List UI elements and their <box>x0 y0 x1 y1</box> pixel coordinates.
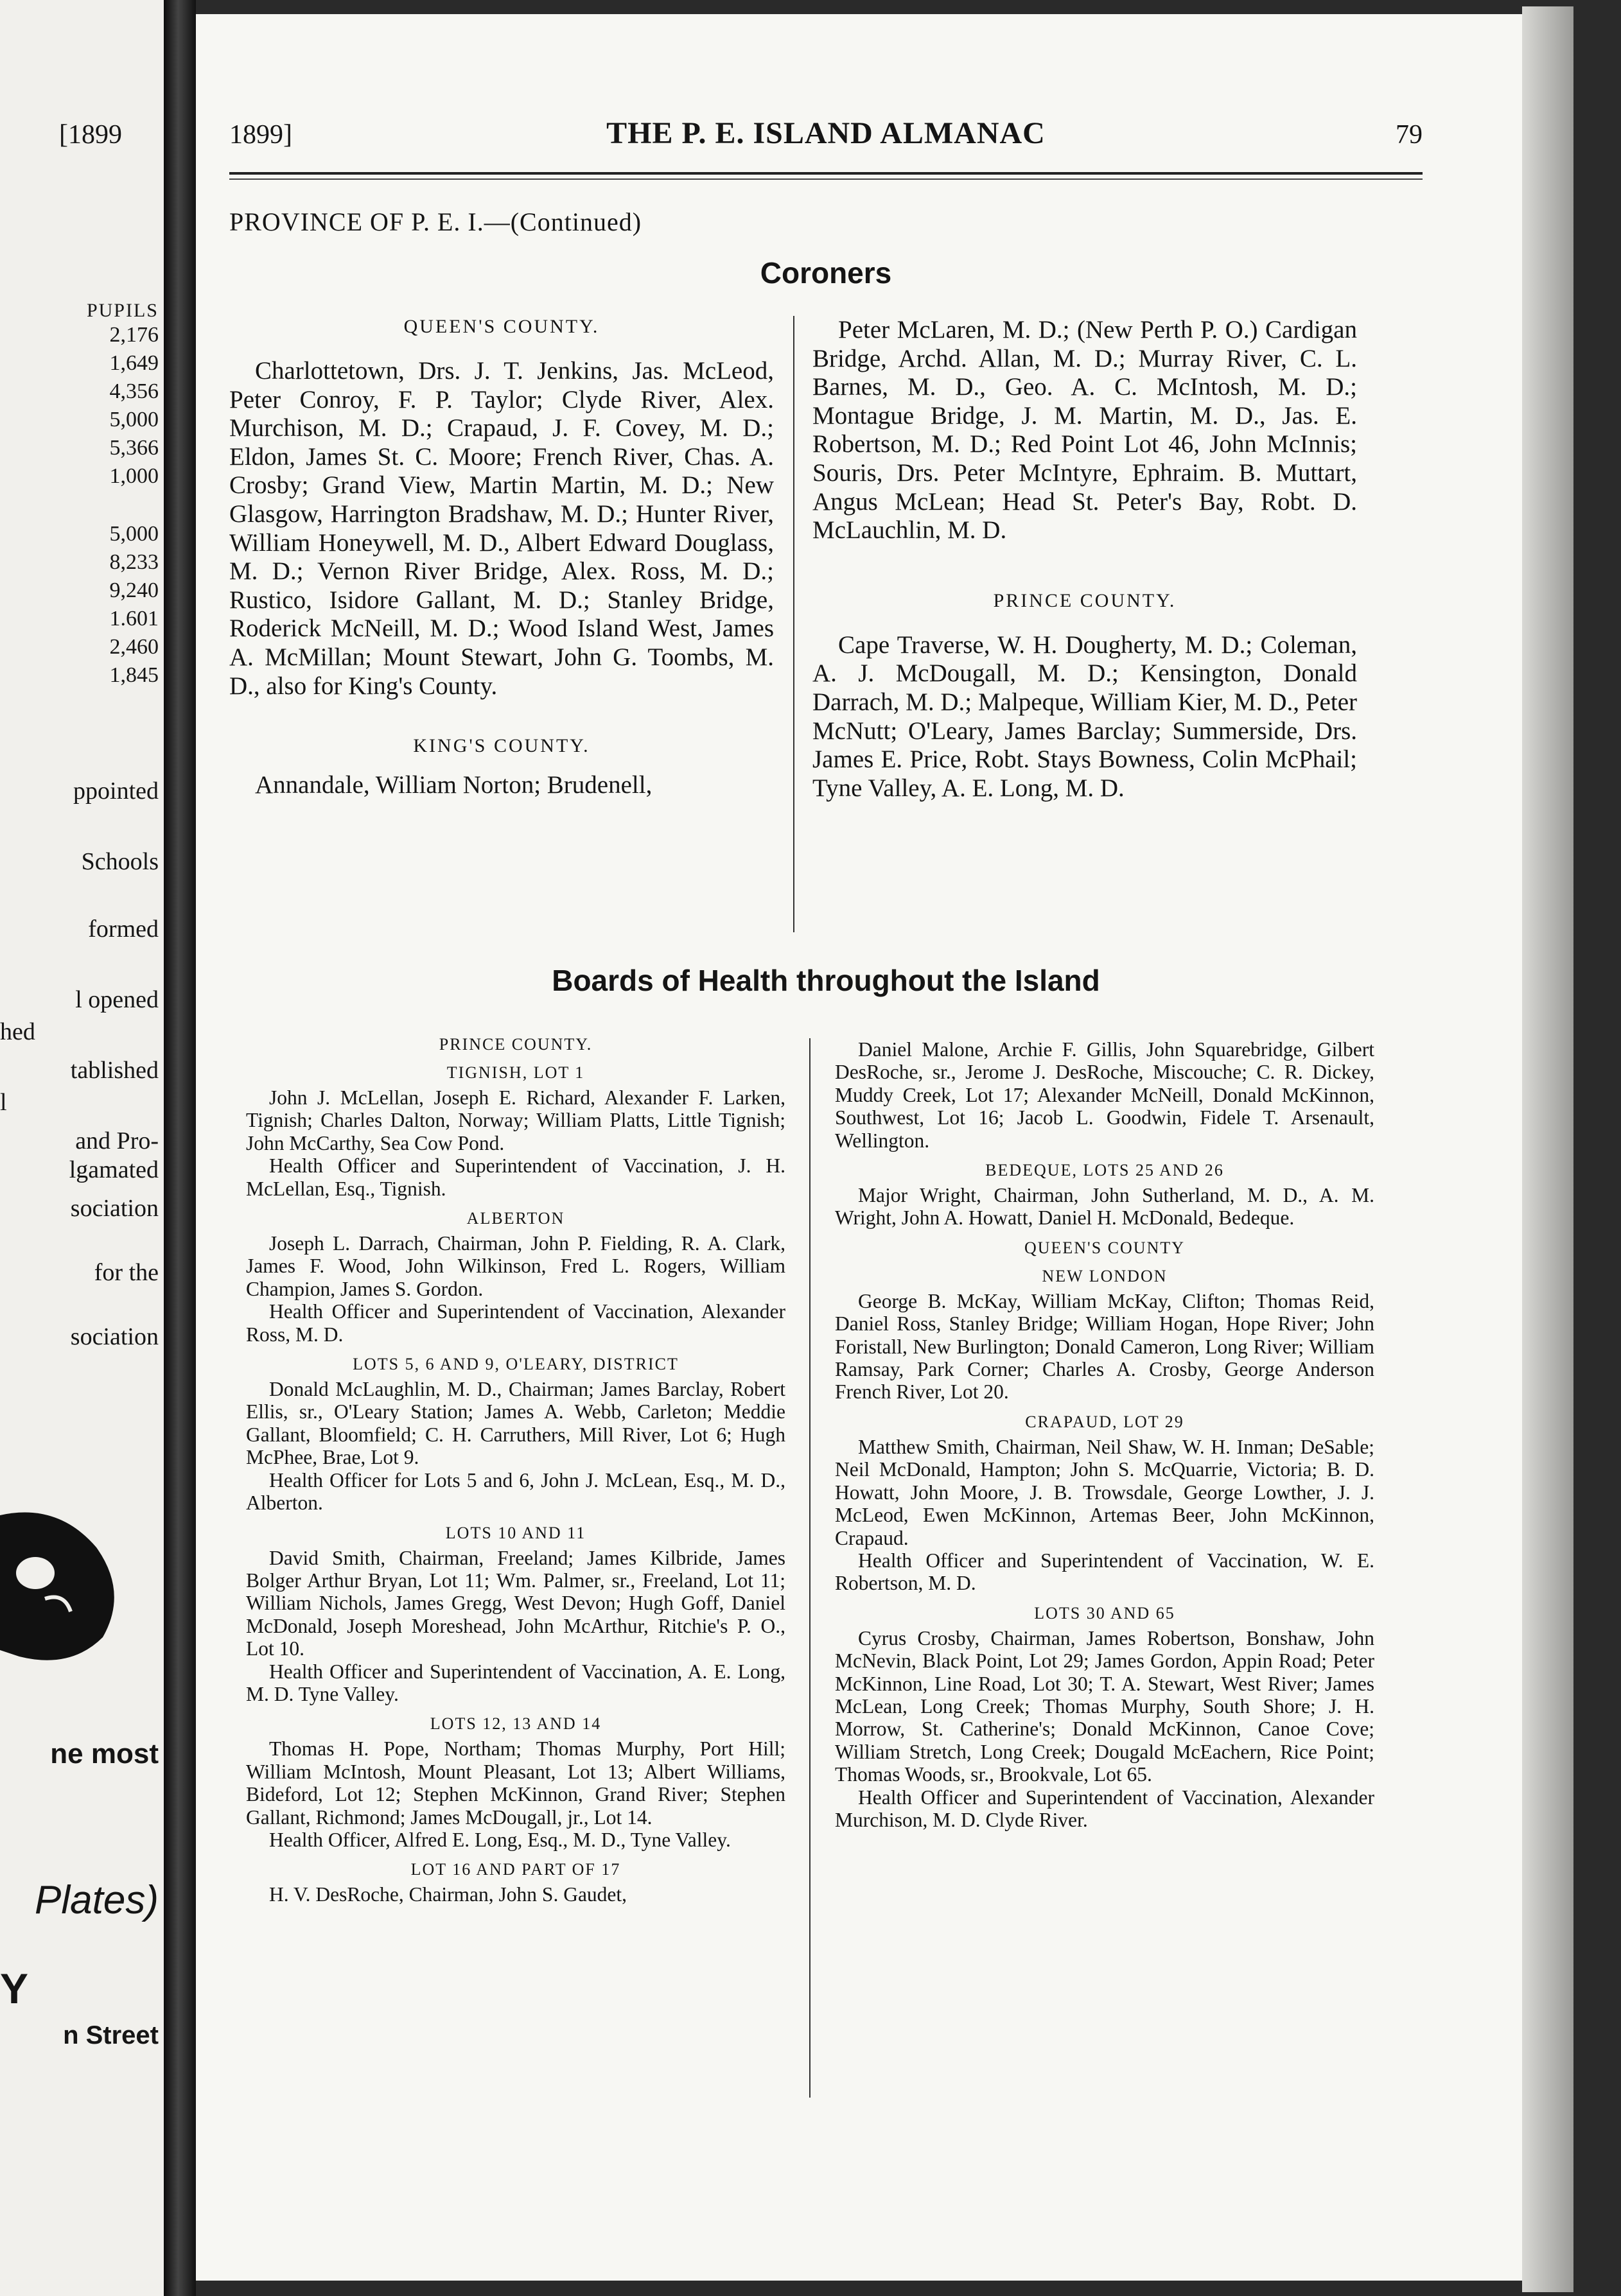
paragraph: Daniel Malone, Archie F. Gillis, John Squarebridge, Gilbert DesRoche, sr., Jerome J. DesRoche, Miscouche; C. R. Dickey, Muddy Creek, Lot 17; Alexander McNeill, Donald McKinnon, Southwest, Lot 16; Jacob L. Goodwin, Fidele T. Arsenault, Wellington. <box>835 1038 1374 1152</box>
ad-text: Y <box>0 1965 29 2012</box>
left-word: and Pro- <box>75 1127 159 1154</box>
left-word: l <box>0 1089 7 1116</box>
ad-text: ne most <box>50 1738 159 1770</box>
left-word: sociation <box>70 1323 159 1350</box>
page-title: THE P. E. ISLAND ALMANAC <box>606 116 1046 150</box>
paragraph: Annandale, William Norton; Brudenell, <box>255 771 653 799</box>
pupils-number: 4,356 <box>109 379 159 403</box>
pupils-numbers-bottom <box>110 520 159 690</box>
subheading: LOTS 30 AND 65 <box>1034 1603 1175 1622</box>
paragraph: Health Officer and Superintendent of Vaccination, Alexander Murchison, M. D. Clyde River. <box>835 1786 1374 1831</box>
paragraph: Charlottetown, Drs. J. T. Jenkins, Jas. McLeod, Peter Conroy, F. P. Taylor; Clyde River, Alex. Murchison, M. D.; Crapaud, J. F. Covey, M. D.; Eldon, James St. C. Moore; French River, Chas. A. Crosby; Grand View, Martin Martin, M. D.; New Glasgow, Harrington Bradshaw, M. D.; Hunter River, William Honeywell, M. D., Albert Edward Douglass, M. D.; Vernon River Bridge, Alex. Ross, M. D.; Rustico, Isidore Gallant, M. D.; Stanley Bridge, Roderick McNeill, M. D.; Wood Island West, James A. McMillan; Mount Stewart, John G. Toombs, M. D., also for King's County. <box>229 357 774 700</box>
paragraph: Health Officer, Alfred E. Long, Esq., M. D., Tyne Valley. <box>269 1828 731 1851</box>
subheading: PRINCE COUNTY. <box>439 1035 593 1054</box>
header-year: 1899] <box>229 120 292 150</box>
boards-right-column <box>835 1038 1374 1831</box>
left-word: formed <box>88 916 159 943</box>
paragraph: Health Officer and Superintendent of Vaccination, W. E. Robertson, M. D. <box>835 1549 1374 1595</box>
pupils-number: 9,240 <box>109 578 159 602</box>
subheading: NEW LONDON <box>1042 1266 1168 1285</box>
pupils-number: 1.601 <box>109 607 159 631</box>
subheading: BEDEQUE, LOTS 25 AND 26 <box>985 1161 1224 1180</box>
advertisement-illustration <box>0 1477 128 1669</box>
pupils-label: PUPILS <box>86 300 159 321</box>
pupils-number: 1,649 <box>109 351 159 375</box>
paragraph: Thomas H. Pope, Northam; Thomas Murphy, Port Hill; William McIntosh, Mount Pleasant, Lot 13; Albert Williams, Bideford, Lot 12; Stephen McKinnon, Grand River; Stephen Gallant, Richmond; James McDougall, jr., Lot 14. <box>246 1737 785 1829</box>
left-word: lgamated <box>69 1156 159 1183</box>
paragraph: Health Officer and Superintendent of Vaccination, A. E. Long, M. D. Tyne Valley. <box>246 1660 785 1705</box>
subheading: QUEEN'S COUNTY. <box>403 316 600 337</box>
pupils-numbers-top <box>110 321 159 491</box>
pupils-number: 1,845 <box>109 663 159 687</box>
subheading: KING'S COUNTY. <box>413 735 590 757</box>
paragraph: Peter McLaren, M. D.; (New Perth P. O.) Cardigan Bridge, Archd. Allan, M. D.; Murray River, C. L. Barnes, M. D., Geo. A. C. McIntosh, M. D.; Montague Bridge, J. M. Martin, M. D., Jas. E. Robertson, M. D.; Red Point Lot 46, John McInnis; Souris, Drs. Peter McIntyre, Ephraim. B. Muttart, Angus McLean; Head St. Peter's Bay, Robt. D. McLauchlin, M. D. <box>812 316 1357 544</box>
left-word: for the <box>94 1259 159 1286</box>
subheading: ALBERTON <box>466 1209 565 1228</box>
left-word: sociation <box>70 1195 159 1222</box>
boards-left-column <box>246 1035 785 1906</box>
subheading: PRINCE COUNTY. <box>993 589 1177 611</box>
pupils-number: 2,460 <box>109 635 159 659</box>
ad-text: Plates) <box>35 1878 159 1922</box>
subheading: CRAPAUD, LOT 29 <box>1025 1412 1184 1431</box>
column-divider <box>809 1038 810 2098</box>
pupils-number: 8,233 <box>109 550 159 574</box>
paragraph: Cyrus Crosby, Chairman, James Robertson, Bonshaw, John McNevin, Black Point, Lot 29; James Gordon, Appin Road; Peter McKinnon, Line Road, Lot 30; T. A. Stewart, West River; James McLean, Long Creek; Thomas Murphy, South Shore; J. H. Morrow, St. Catherine's; Donald McKinnon, Canoe Cove; William Stretch, Long Creek; Dougald McEachern, Rice Point; Thomas Woods, sr., Brookvale, Lot 65. <box>835 1626 1374 1786</box>
page-header <box>229 116 1423 154</box>
left-word: ppointed <box>73 778 159 804</box>
ad-text: n Street <box>63 2021 159 2049</box>
coroners-right-column <box>812 316 1357 803</box>
book-gutter <box>164 0 196 2296</box>
boards-title: Boards of Health throughout the Island <box>552 964 1100 997</box>
pupils-number: 1,000 <box>109 464 159 488</box>
paragraph: David Smith, Chairman, Freeland; James Kilbride, James Bolger Arthur Bryan, Lot 11; Wm. Palmer, sr., Freeland, Lot 11; William Nichols, James Gregg, West Devon; Hugh Goff, Daniel McDonald, Joseph Moreshead, John McArthur, Ritchie's P. O., Lot 10. <box>246 1546 785 1660</box>
paragraph: John J. McLellan, Joseph E. Richard, Alexander F. Larken, Tignish; Charles Dalton, Norway; William Platts, Little Tignish; John McCarthy, Sea Cow Pond. <box>246 1086 785 1154</box>
paragraph: Health Officer for Lots 5 and 6, John J. McLean, Esq., M. D., Alberton. <box>246 1468 785 1515</box>
almanac-page <box>196 14 1522 2281</box>
paragraph: Matthew Smith, Chairman, Neil Shaw, W. H. Inman; DeSable; Neil McDonald, Hampton; John S. McQuarrie, Victoria; B. D. Howatt, John Moore, J. B. Trowsdale, George Lowther, J. J. McLeod, Ewen McKinnon, Artemas Beer, John McKinnon, Crapaud. <box>835 1435 1374 1549</box>
coroners-left-column <box>229 316 774 800</box>
left-word: hed <box>0 1018 35 1045</box>
subheading: LOTS 10 AND 11 <box>445 1523 586 1542</box>
pupils-number: 5,000 <box>109 522 159 546</box>
paragraph: Health Officer and Superintendent of Vaccination, J. H. McLellan, Esq., Tignish. <box>246 1154 785 1200</box>
previous-page-edge <box>0 0 164 2296</box>
left-word: l opened <box>75 986 159 1013</box>
column-divider <box>793 316 794 932</box>
left-page-year: [1899 <box>59 120 122 150</box>
subheading: LOTS 12, 13 AND 14 <box>430 1714 602 1734</box>
page-number: 79 <box>1396 120 1423 150</box>
section-heading <box>229 207 642 237</box>
subheading: QUEEN'S COUNTY <box>1024 1238 1186 1257</box>
paragraph: Joseph L. Darrach, Chairman, John P. Fielding, R. A. Clark, James F. Wood, John Wilkinson, Fred L. Rogers, William Champion, James S. Gordon. <box>246 1232 785 1300</box>
paragraph: Major Wright, Chairman, John Sutherland, M. D., A. M. Wright, John A. Howatt, Daniel H. McDonald, Bedeque. <box>835 1184 1374 1230</box>
page-edge-shadow <box>1522 6 1573 2292</box>
paragraph: H. V. DesRoche, Chairman, John S. Gaudet, <box>269 1883 627 1906</box>
left-word: Schools <box>81 848 159 875</box>
pupils-number: 5,000 <box>109 408 159 431</box>
pupils-number: 2,176 <box>109 323 159 347</box>
paragraph: Health Officer and Superintendent of Vaccination, Alexander Ross, M. D. <box>246 1300 785 1346</box>
paragraph: George B. McKay, William McKay, Clifton; Thomas Reid, Daniel Ross, Stanley Bridge; William Hogan, Hope River; John Foristall, New Burlington; Donald Cameron, Long River; William Ramsay, Park Corner; Charles A. Crosby, George Anderson French River, Lot 20. <box>835 1289 1374 1404</box>
left-word: tablished <box>70 1057 159 1084</box>
coroners-title: Coroners <box>760 256 892 290</box>
province-line: PROVINCE OF P. E. I.—(Continued) <box>229 207 642 236</box>
paragraph: Donald McLaughlin, M. D., Chairman; James Barclay, Robert Ellis, sr., O'Leary Station; James A. Webb, Carleton; Meddie Gallant, Bloomfield; C. H. Carruthers, Mill River, Lot 6; Hugh McPhee, Brae, Lot 9. <box>246 1378 785 1469</box>
subheading: LOTS 5, 6 AND 9, O'LEARY, DISTRICT <box>353 1355 679 1374</box>
subheading: TIGNISH, LOT 1 <box>446 1063 585 1082</box>
subheading: LOT 16 AND PART OF 17 <box>410 1860 621 1879</box>
header-rule <box>229 172 1423 175</box>
paragraph: Cape Traverse, W. H. Dougherty, M. D.; Coleman, A. J. McDougall, M. D.; Kensington, Donald Darrach, M. D.; Malpeque, William Kier, M. D., Peter McNutt; O'Leary, James Barclay; Summerside, Drs. James E. Price, Robt. Stays Bowness, Colin McPhail; Tyne Valley, A. E. Long, M. D. <box>812 631 1357 802</box>
header-rule <box>229 178 1423 180</box>
pupils-number: 5,366 <box>109 436 159 460</box>
